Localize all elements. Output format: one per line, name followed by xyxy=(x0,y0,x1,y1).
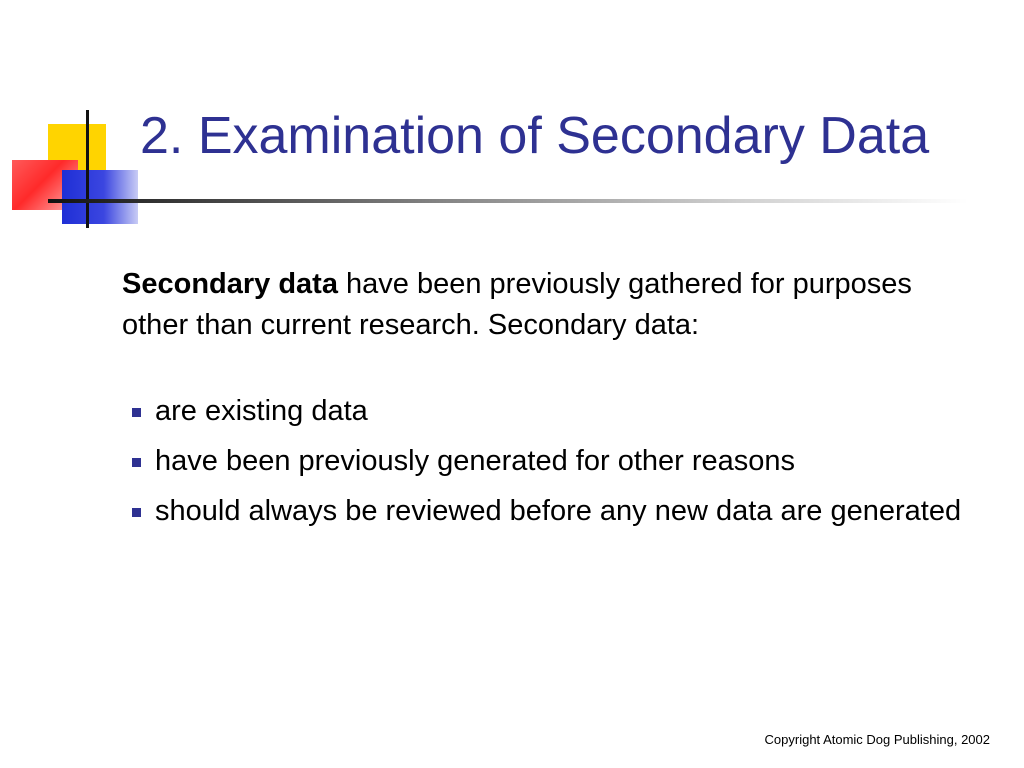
blue-square-decoration xyxy=(62,170,138,224)
bullet-text: have been previously generated for other reasons xyxy=(155,445,796,477)
bullet-square-icon xyxy=(132,508,141,517)
intro-bold-term: Secondary data xyxy=(122,268,338,300)
vertical-line-decoration xyxy=(86,110,89,228)
bullet-square-icon xyxy=(132,458,141,467)
bullet-text: should always be reviewed before any new data are generated xyxy=(155,495,962,527)
slide-title: 2. Examination of Secondary Data xyxy=(140,107,930,165)
copyright-footer: Copyright Atomic Dog Publishing, 2002 xyxy=(764,732,990,747)
title-underline-rule xyxy=(48,199,968,203)
bullet-text: are existing data xyxy=(155,395,368,427)
bullet-list xyxy=(132,392,982,542)
list-item xyxy=(132,442,982,480)
list-item xyxy=(132,392,982,430)
intro-paragraph xyxy=(122,264,982,346)
decorative-logo xyxy=(0,0,150,240)
list-item xyxy=(132,492,982,530)
bullet-square-icon xyxy=(132,408,141,417)
intro-text: have been previously gathered for purposes other than current research. Secondary data: xyxy=(122,268,912,341)
